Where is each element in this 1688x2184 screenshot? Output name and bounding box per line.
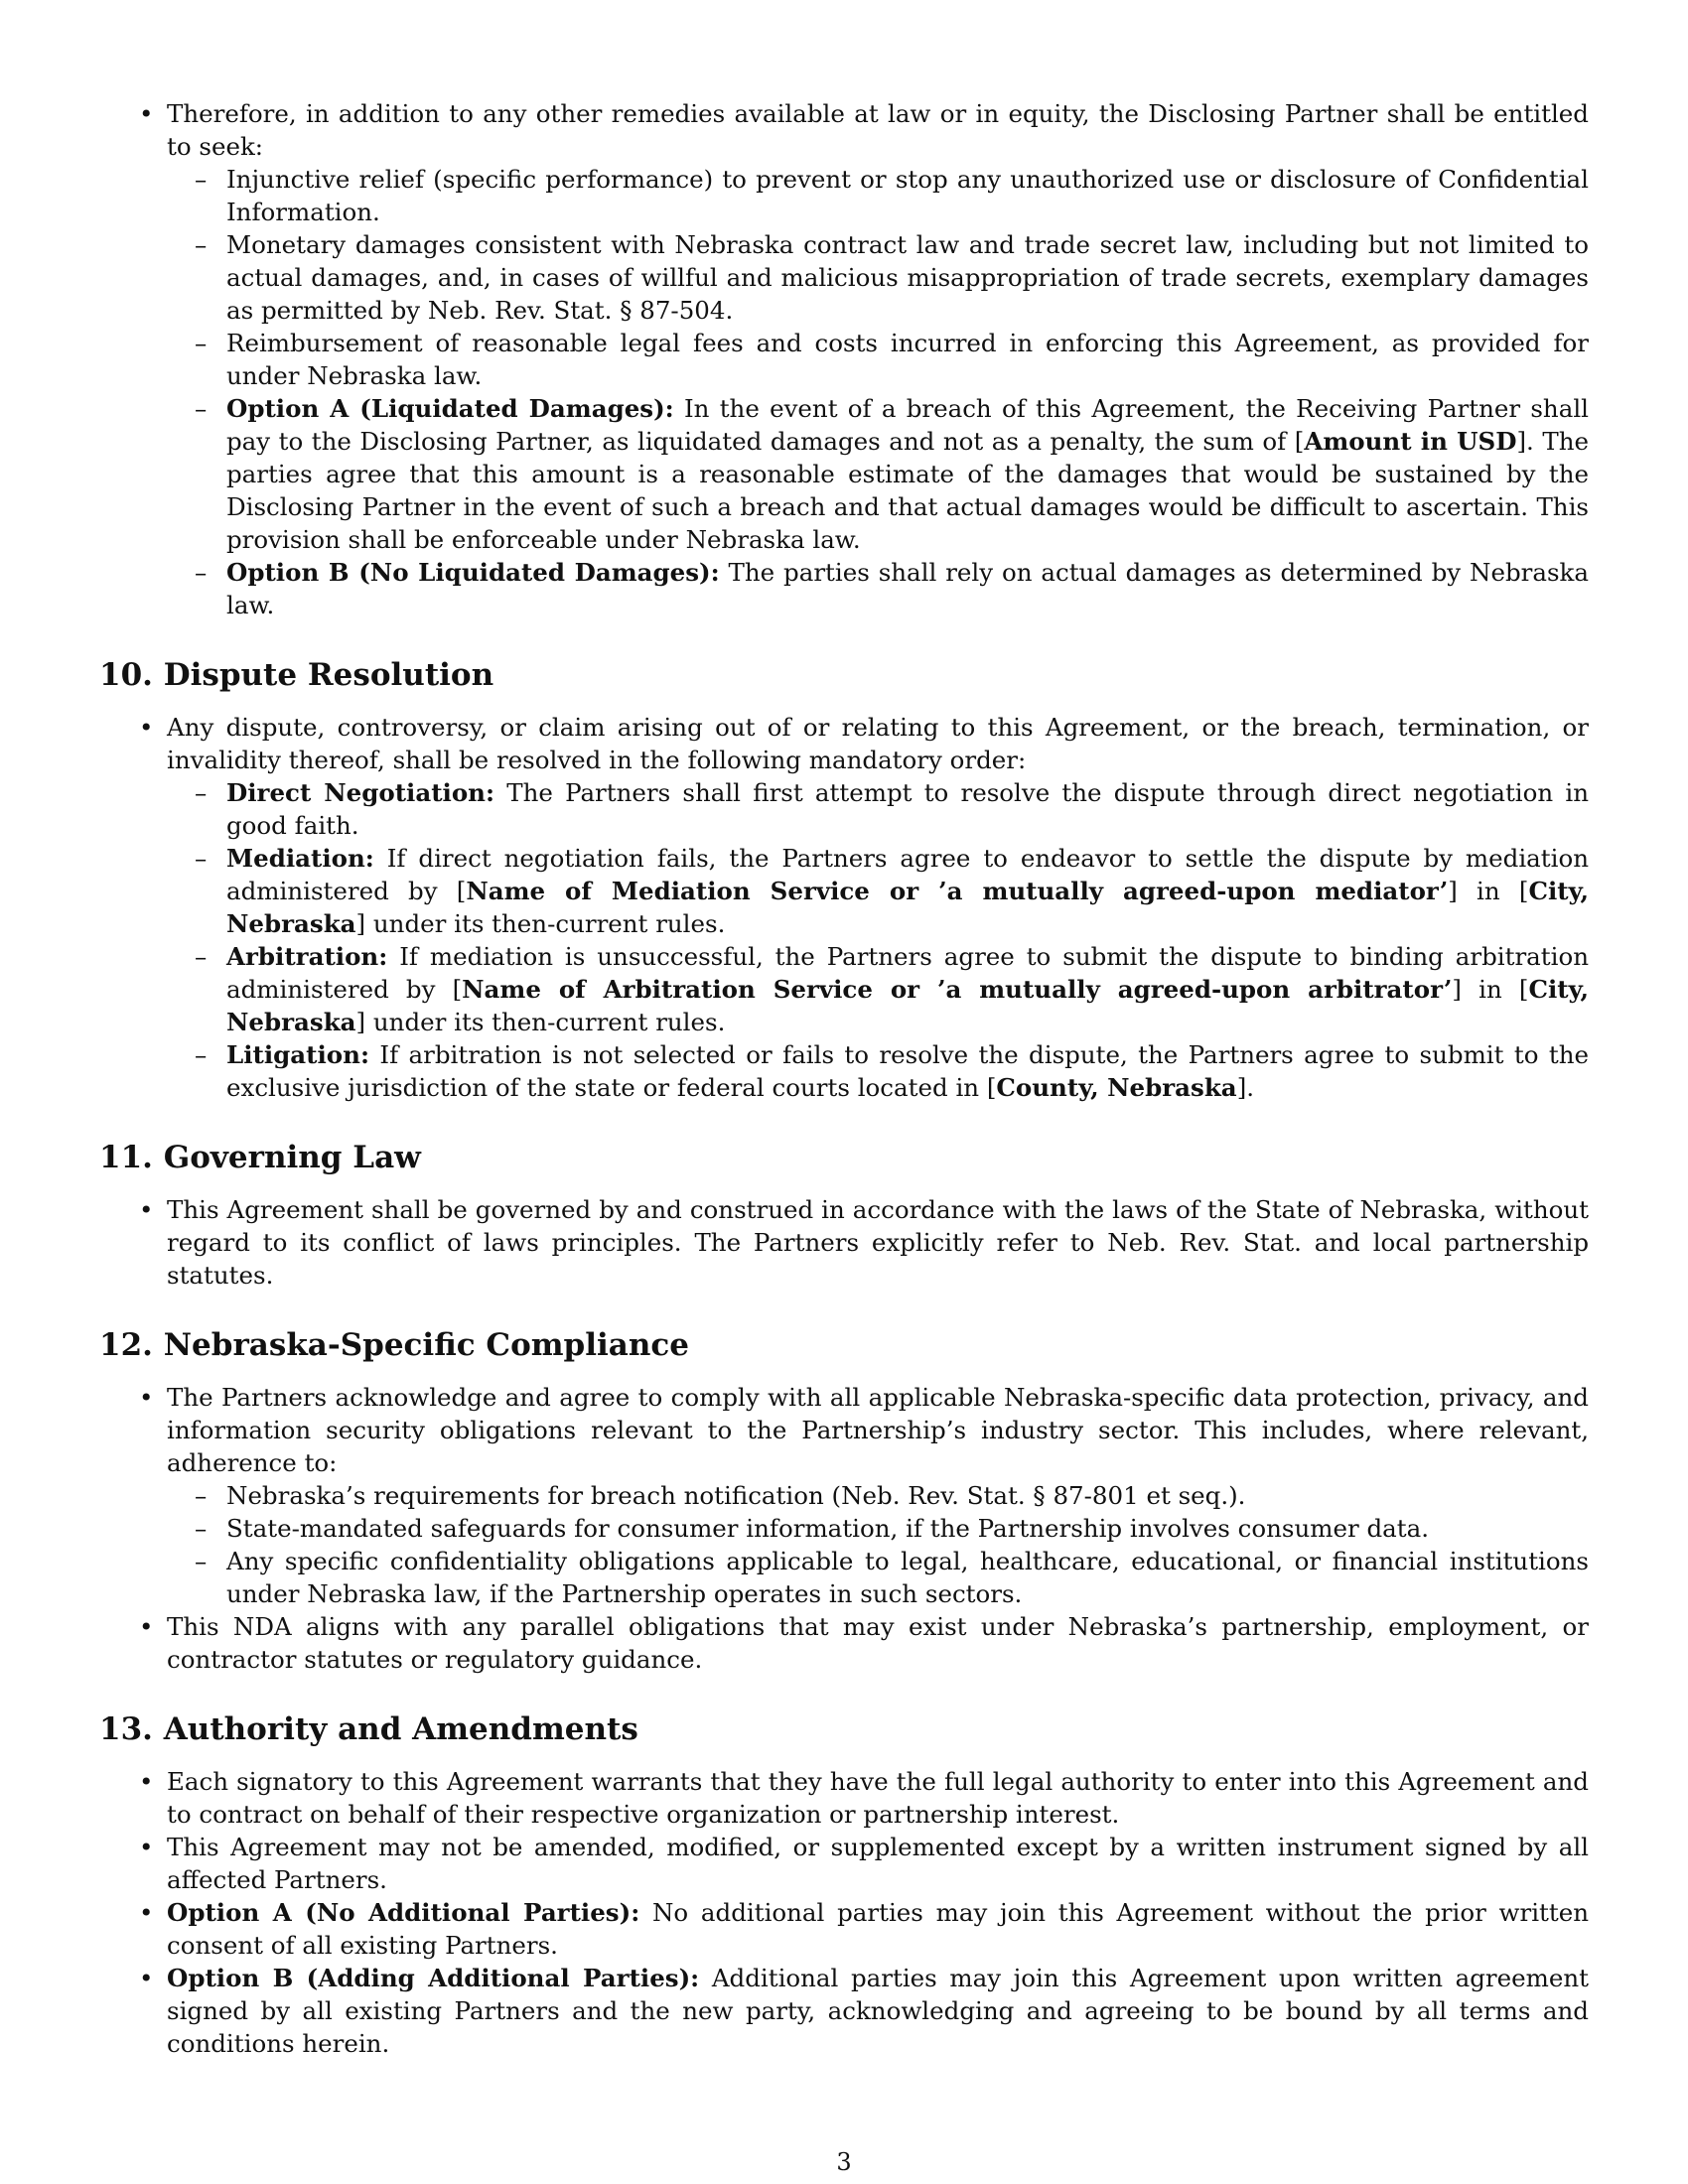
section-12-heading: 12. Nebraska-Specific Compliance: [99, 1327, 690, 1363]
section-13-heading: 13. Authority and Amendments: [99, 1711, 638, 1747]
remedies-item: [99, 97, 1589, 621]
step-negotiation: – Direct Negotiation: The Partners shall first attempt to resolve the dispute through direct negotiation in good faith.: [165, 776, 1589, 842]
option-a-label: Option A (Liquidated Damages):: [226, 394, 674, 423]
compliance-sector-obligations: – Any specific confidentiality obligations applicable to legal, healthcare, educational, or financial institutions under Nebraska law, if the Partnership operates in such sectors.: [165, 1545, 1589, 1610]
remedy-option-b: – Option B (No Liquidated Damages): The parties shall rely on actual damages as determined by Nebraska law.: [165, 556, 1589, 621]
section-13-list: [99, 1765, 1589, 2060]
section-10-heading: 10. Dispute Resolution: [99, 657, 494, 693]
compliance-sublist: [165, 1479, 1589, 1610]
mediation-city-placeholder: City, Nebraska: [226, 877, 1589, 938]
amount-placeholder: Amount in USD: [1304, 427, 1517, 456]
compliance-breach-notification: – Nebraska’s requirements for breach notification (Neb. Rev. Stat. § 87-801 et seq.).: [165, 1479, 1589, 1512]
arbitration-city-placeholder: City, Nebraska: [226, 975, 1589, 1036]
step-mediation: – Mediation: If direct negotiation fails, the Partners agree to endeavor to settle the dispute by mediation administered by [Name of Mediation Service or ’a mutually agreed-upon mediator’] in [City, Nebraska] under its then-current rules.: [165, 842, 1589, 940]
remedy-monetary: – Monetary damages consistent with Nebraska contract law and trade secret law, including but not limited to actual damages, and, in cases of willful and malicious misappropriation of trade secrets, exemplary damages as permitted by Neb. Rev. Stat. § 87-504.: [165, 228, 1589, 327]
remedies-list: [99, 97, 1589, 621]
section-10-item: [99, 711, 1589, 1104]
mediation-service-placeholder: Name of Mediation Service or ’a mutually agreed-upon mediator’: [466, 877, 1449, 905]
dispute-steps: [165, 776, 1589, 1104]
county-placeholder: County, Nebraska: [996, 1073, 1237, 1102]
section-11-heading: 11. Governing Law: [99, 1140, 421, 1175]
compliance-consumer-safeguards: – State-mandated safeguards for consumer information, if the Partnership involves consumer data.: [165, 1512, 1589, 1545]
section-10-list: [99, 711, 1589, 1104]
compliance-item: [99, 1381, 1589, 1610]
governing-law-item: • This Agreement shall be governed by and construed in accordance with the laws of the State of Nebraska, without regard to its conflict of laws principles. The Partners explicitly refer to Neb. Rev. Stat. and local partnership statutes.: [99, 1193, 1589, 1292]
compliance-closing: • This NDA aligns with any parallel obligations that may exist under Nebraska’s partnership, employment, or contractor statutes or regulatory guidance.: [99, 1610, 1589, 1676]
remedy-option-a: – Option A (Liquidated Damages): In the event of a breach of this Agreement, the Receiving Partner shall pay to the Disclosing Partner, as liquidated damages and not as a penalty, the sum of [Amount in USD]. The parties agree that this amount is a reasonable estimate of the damages that would be sustained by the Disclosing Partner in the event of such a breach and that actual damages would be difficult to ascertain. This provision shall be enforceable under Nebraska law.: [165, 392, 1589, 556]
step-arbitration: – Arbitration: If mediation is unsuccessful, the Partners agree to submit the dispute to binding arbitration administered by [Name of Arbitration Service or ’a mutually agreed-upon arbitrator’] in [City, Nebraska] under its then-current rules.: [165, 940, 1589, 1038]
section-12-list: [99, 1381, 1589, 1676]
dispute-lead: Any dispute, controversy, or claim arising out of or relating to this Agreement, or the breach, termination, or invalidity thereof, shall be resolved in the following mandatory order:: [167, 713, 1589, 774]
section-11-list: [99, 1193, 1589, 1292]
authority-item: • Each signatory to this Agreement warrants that they have the full legal authority to enter into this Agreement and to contract on behalf of their respective organization or partnership interest.: [99, 1765, 1589, 1831]
page-number: 3: [836, 2148, 852, 2176]
step-litigation: – Litigation: If arbitration is not selected or fails to resolve the dispute, the Partners agree to submit to the exclusive jurisdiction of the state or federal courts located in [County, Nebraska].: [165, 1038, 1589, 1104]
option-b-label: Option B (No Liquidated Damages):: [226, 558, 720, 587]
parties-option-b: • Option B (Adding Additional Parties): Additional parties may join this Agreement upon written agreement signed by all existing Partners and the new party, acknowledging and agreeing to be bound by all terms and conditions herein.: [99, 1962, 1589, 2060]
document-content: [99, 97, 1589, 2060]
compliance-lead: The Partners acknowledge and agree to comply with all applicable Nebraska-specific data protection, privacy, and information security obligations relevant to the Partnership’s industry sector. This includes, where relevant, adherence to:: [167, 1383, 1589, 1477]
remedies-lead: Therefore, in addition to any other remedies available at law or in equity, the Disclosing Partner shall be entitled to seek:: [167, 99, 1589, 161]
parties-option-a: • Option A (No Additional Parties): No additional parties may join this Agreement without the prior written consent of all existing Partners.: [99, 1896, 1589, 1962]
remedy-fees: – Reimbursement of reasonable legal fees and costs incurred in enforcing this Agreement, as provided for under Nebraska law.: [165, 327, 1589, 392]
amendment-item: • This Agreement may not be amended, modified, or supplemented except by a written instrument signed by all affected Partners.: [99, 1831, 1589, 1896]
arbitration-service-placeholder: Name of Arbitration Service or ’a mutually agreed-upon arbitrator’: [462, 975, 1453, 1004]
remedies-sublist: [165, 163, 1589, 621]
remedy-injunctive: – Injunctive relief (specific performance) to prevent or stop any unauthorized use or disclosure of Confidential Information.: [165, 163, 1589, 228]
